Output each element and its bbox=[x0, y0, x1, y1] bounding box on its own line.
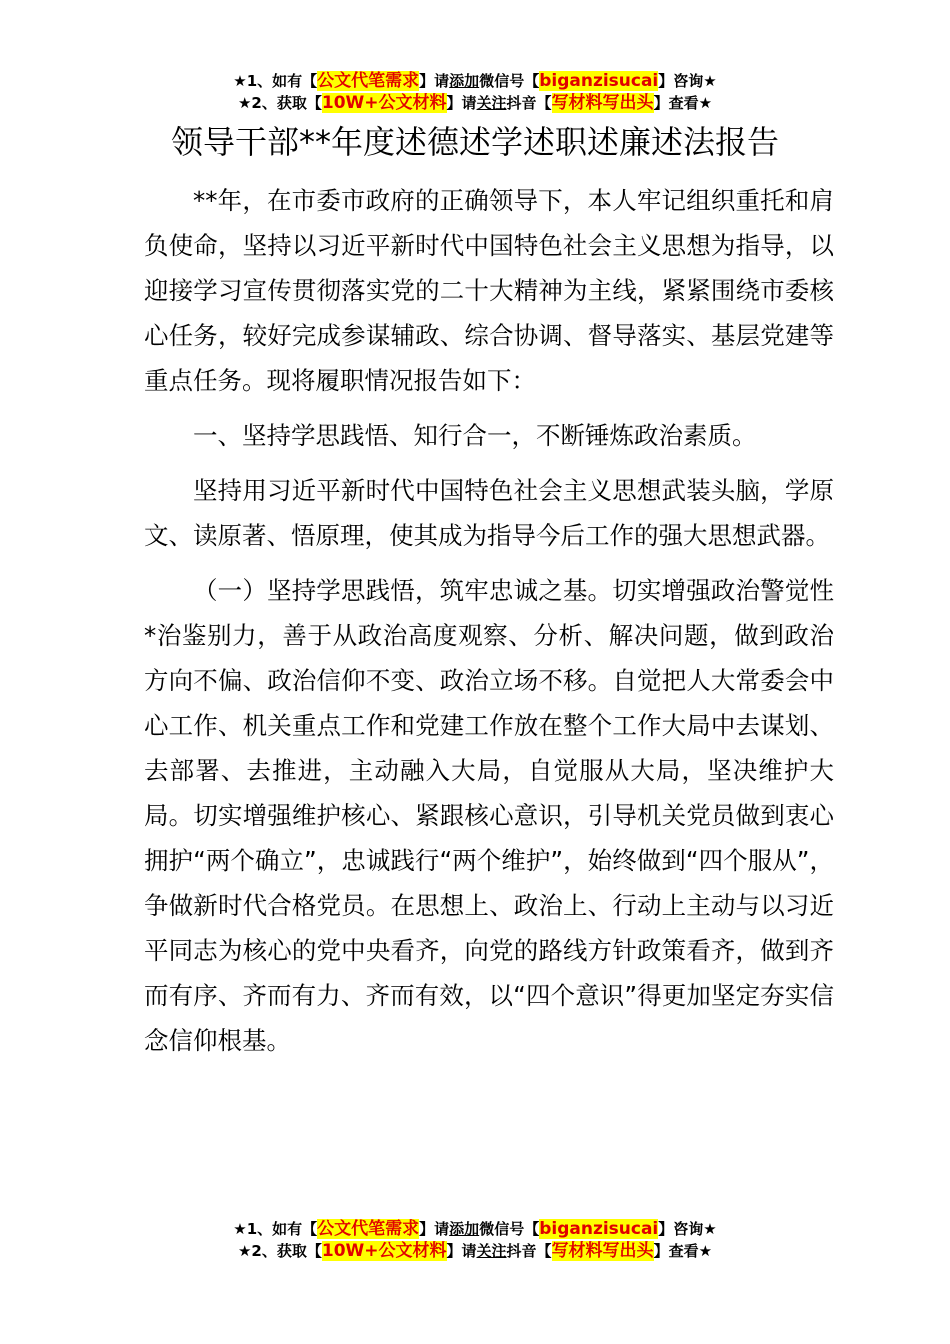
banner-text: 】请 bbox=[419, 72, 450, 90]
banner-underlined-text: 关注 bbox=[476, 94, 507, 112]
banner-text: ★2、获取【 bbox=[237, 1242, 322, 1260]
banner-underlined-text: 关注 bbox=[476, 1242, 507, 1260]
banner-text: 微信号【 bbox=[479, 72, 540, 90]
highlight-materials: 10W+公文材料 bbox=[321, 1241, 447, 1261]
highlight-service: 公文代笔需求 bbox=[317, 1219, 420, 1239]
banner-line-2 bbox=[0, 92, 950, 114]
document-title: 领导干部**年度述德述学述职述廉述法报告 bbox=[170, 123, 779, 161]
banner-text: 】咨询★ bbox=[658, 72, 717, 90]
banner-text: 】查看★ bbox=[653, 1242, 713, 1260]
banner-text: 】请 bbox=[419, 1220, 450, 1238]
banner-line-1 bbox=[0, 1218, 950, 1240]
section-heading-1: 一、坚持学思践悟、知行合一，不断锤炼政治素质。 bbox=[193, 421, 757, 450]
document-body bbox=[144, 178, 834, 1073]
banner-line-1 bbox=[0, 70, 950, 92]
banner-text: 抖音【 bbox=[506, 1242, 552, 1260]
banner-text: 】请 bbox=[446, 1242, 477, 1260]
bottom-banner bbox=[0, 1218, 950, 1262]
paragraph-subsection-1: （一）坚持学思践悟，筑牢忠诚之基。切实增强政治警觉性*治鉴别力，善于从政治高度观察、分析、解决问题，做到政治方向不偏、政治信仰不变、政治立场不移。自觉把人大常委会中心工作、机关重点工作和党建工作放在整个工作大局中去谋划、去部署、去推进，主动融入大局，自觉服从大局，坚决维护大局。切实增强维护核心、紧跟核心意识，引导机关党员做到衷心拥护“两个确立”，忠诚践行“两个维护”，始终做到“四个服从”，争做新时代合格党员。在思想上、政治上、行动上主动与以习近平同志为核心的党中央看齐，向党的路线方针政策看齐，做到齐而有序、齐而有力、齐而有效，以“四个意识”得更加坚定夯实信念信仰根基。 bbox=[144, 576, 834, 1055]
banner-text: 抖音【 bbox=[506, 94, 552, 112]
highlight-douyin-account: 写材料写出头 bbox=[551, 1241, 654, 1261]
banner-text: ★1、如有【 bbox=[233, 1220, 318, 1238]
banner-text: ★1、如有【 bbox=[233, 72, 318, 90]
banner-text: 微信号【 bbox=[479, 1220, 540, 1238]
banner-line-2 bbox=[0, 1240, 950, 1262]
highlight-wechat-id: biganzisucai bbox=[539, 1219, 659, 1239]
paragraph-section-1: 坚持用习近平新时代中国特色社会主义思想武装头脑，学原文、读原著、悟原理，使其成为指导今后工作的强大思想武器。 bbox=[144, 476, 834, 550]
highlight-service: 公文代笔需求 bbox=[317, 71, 420, 91]
paragraph-intro: **年，在市委市政府的正确领导下，本人牢记组织重托和肩负使命，坚持以习近平新时代中国特色社会主义思想为指导，以迎接学习宣传贯彻落实党的二十大精神为主线，紧紧围绕市委核心任务，较好完成参谋辅政、综合协调、督导落实、基层党建等重点任务。现将履职情况报告如下： bbox=[144, 186, 834, 395]
banner-text: ★2、获取【 bbox=[237, 94, 322, 112]
banner-underlined-text: 添加 bbox=[449, 72, 480, 90]
banner-text: 】查看★ bbox=[653, 94, 713, 112]
banner-underlined-text: 添加 bbox=[449, 1220, 480, 1238]
highlight-materials: 10W+公文材料 bbox=[321, 93, 447, 113]
top-banner bbox=[0, 70, 950, 114]
banner-text: 】请 bbox=[446, 94, 477, 112]
highlight-wechat-id: biganzisucai bbox=[539, 71, 659, 91]
highlight-douyin-account: 写材料写出头 bbox=[551, 93, 654, 113]
banner-text: 】咨询★ bbox=[658, 1220, 717, 1238]
